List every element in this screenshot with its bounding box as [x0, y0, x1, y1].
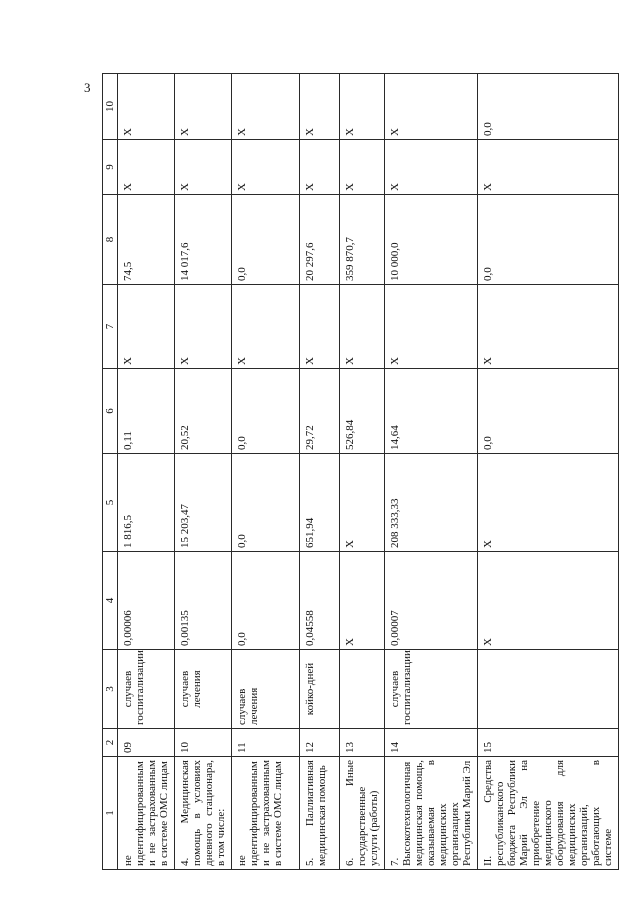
table-cell: Х: [175, 74, 232, 140]
table-cell: 651,94: [300, 454, 340, 552]
unit-cell: случаев лечения: [175, 650, 232, 729]
table-cell: Х: [232, 140, 300, 195]
table-cell: Х: [340, 140, 385, 195]
table-row: [232, 74, 300, 870]
unit-cell: случаев госпитализации: [118, 650, 175, 729]
table-cell: Х: [232, 285, 300, 369]
table-cell: 0,0: [232, 454, 300, 552]
table-cell: 20,52: [175, 369, 232, 454]
table-cell: 29,72: [300, 369, 340, 454]
table-cell: 0,0: [478, 74, 619, 140]
row-label: 5. Паллиативная медицинская помощь: [300, 757, 340, 870]
table-row: [300, 74, 340, 870]
table-cell: Х: [118, 140, 175, 195]
table-cell: 10 000,0: [385, 195, 478, 285]
row-code: 13: [340, 729, 385, 757]
row-code: 12: [300, 729, 340, 757]
row-label: не идентифицированным и не застрахованным в системе ОМС лицам: [118, 757, 175, 870]
column-header: 3: [103, 650, 118, 729]
table-row: [385, 74, 478, 870]
page-number: 3: [84, 80, 91, 95]
table-cell: 0,0: [232, 552, 300, 650]
table-cell: 0,04558: [300, 552, 340, 650]
column-header: 5: [103, 454, 118, 552]
table-header-row: [103, 74, 118, 870]
row-code: 09: [118, 729, 175, 757]
row-code: 11: [232, 729, 300, 757]
table-cell: 1 816,5: [118, 454, 175, 552]
column-header: 4: [103, 552, 118, 650]
unit-cell: случаев госпитализации: [385, 650, 478, 729]
table-cell: Х: [118, 285, 175, 369]
table-cell: Х: [340, 552, 385, 650]
table-row: [478, 74, 619, 870]
table-cell: Х: [300, 285, 340, 369]
column-header: 8: [103, 195, 118, 285]
table-cell: Х: [478, 285, 619, 369]
table-cell: 15 203,47: [175, 454, 232, 552]
unit-cell: случаев лечения: [232, 650, 300, 729]
column-header: 9: [103, 140, 118, 195]
table-cell: Х: [175, 285, 232, 369]
table-cell: 0,00006: [118, 552, 175, 650]
row-label: 4. Медицинская помощь в условиях дневного стационара, в том числе:: [175, 757, 232, 870]
table-cell: 359 870,7: [340, 195, 385, 285]
table-cell: 0,00135: [175, 552, 232, 650]
table-cell: 20 297,6: [300, 195, 340, 285]
table-cell: Х: [385, 140, 478, 195]
table-cell: Х: [340, 285, 385, 369]
column-header: 6: [103, 369, 118, 454]
column-header: 10: [103, 74, 118, 140]
row-label: 6. Иные государственные услуги (работы): [340, 757, 385, 870]
row-label: II. Средства республиканского бюджета Республики Марий Эл на приобретение медицинского оборудования для медицинских организаций, работающих в системе: [478, 757, 619, 870]
data-table: [102, 73, 619, 870]
table-cell: Х: [340, 74, 385, 140]
table-cell: 526,84: [340, 369, 385, 454]
row-code: 15: [478, 729, 619, 757]
table-row: [175, 74, 232, 870]
table-cell: Х: [478, 454, 619, 552]
unit-cell: [340, 650, 385, 729]
table-cell: Х: [118, 74, 175, 140]
table-cell: 0,0: [232, 195, 300, 285]
table-cell: Х: [478, 552, 619, 650]
column-header: 2: [103, 729, 118, 757]
table-row: [118, 74, 175, 870]
table-cell: Х: [175, 140, 232, 195]
column-header: 1: [103, 757, 118, 870]
unit-cell: [478, 650, 619, 729]
row-code: 14: [385, 729, 478, 757]
table-cell: Х: [232, 74, 300, 140]
table-cell: 0,0: [478, 195, 619, 285]
table-cell: 0,0: [478, 369, 619, 454]
table-cell: 74,5: [118, 195, 175, 285]
unit-cell: койко-дней: [300, 650, 340, 729]
row-label: не идентифицированным и не застрахованным в системе ОМС лицам: [232, 757, 300, 870]
table-cell: 14,64: [385, 369, 478, 454]
table-cell: 208 333,33: [385, 454, 478, 552]
column-header: 7: [103, 285, 118, 369]
rotated-table-container: [102, 74, 614, 870]
table-cell: 0,11: [118, 369, 175, 454]
table-cell: Х: [300, 74, 340, 140]
table-cell: Х: [385, 285, 478, 369]
row-label: 7. Высокотехнологичная медицинская помощь, оказываемая в медицинских организациях Республики Марий Эл: [385, 757, 478, 870]
row-code: 10: [175, 729, 232, 757]
table-cell: Х: [300, 140, 340, 195]
table-cell: 14 017,6: [175, 195, 232, 285]
table-cell: Х: [385, 74, 478, 140]
table-row: [340, 74, 385, 870]
table-cell: 0,0: [232, 369, 300, 454]
table-cell: 0,00007: [385, 552, 478, 650]
table-cell: Х: [340, 454, 385, 552]
table-cell: Х: [478, 140, 619, 195]
